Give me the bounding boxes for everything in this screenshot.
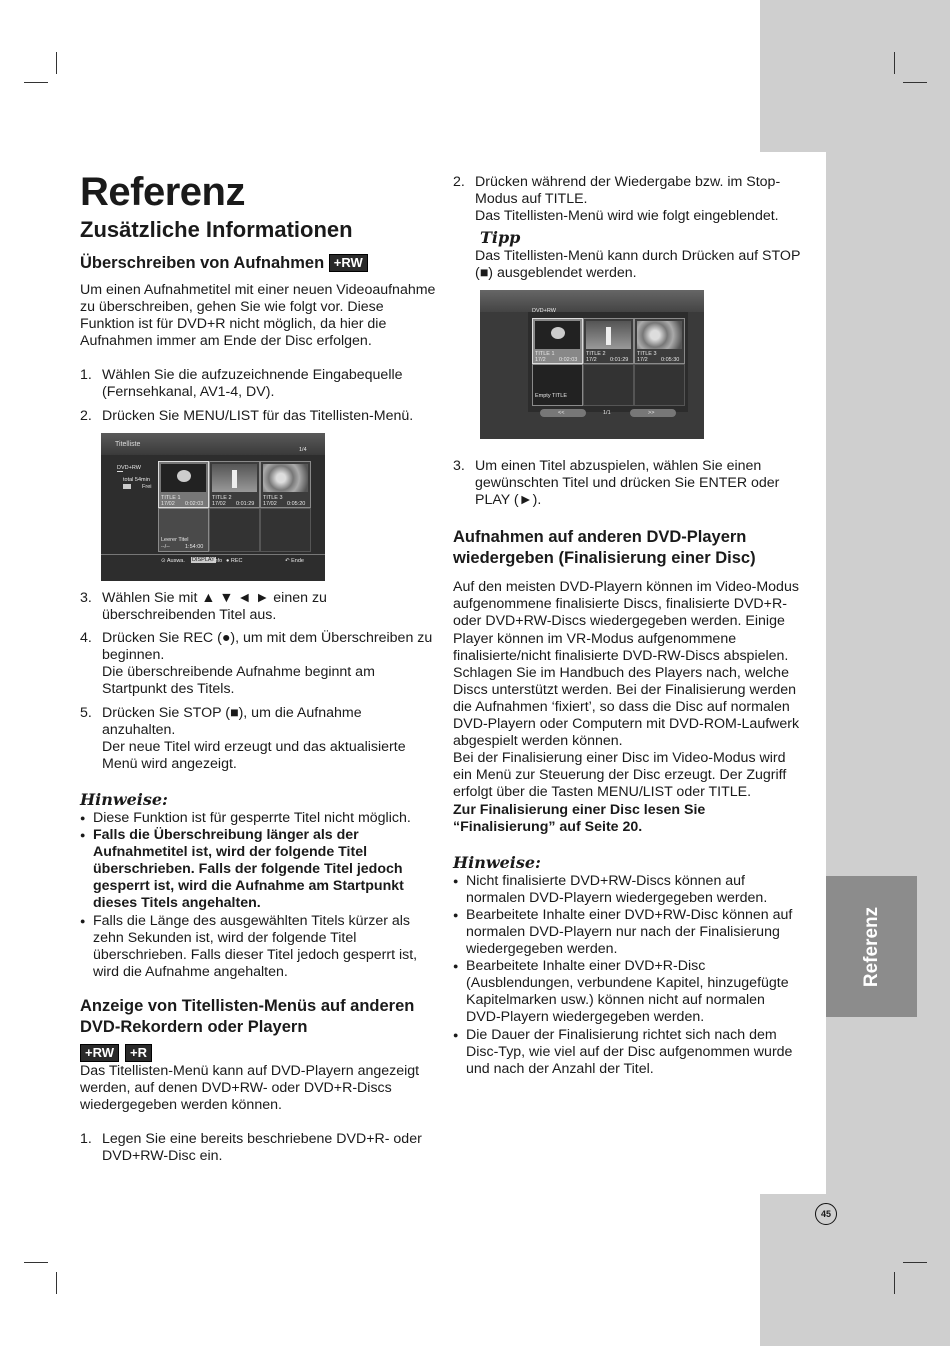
thumb-date: --/-- (161, 544, 170, 550)
thumb-slot (260, 508, 311, 552)
thumb-image (263, 464, 308, 492)
steps-list-b (80, 590, 436, 773)
step-number: 2. (453, 174, 465, 190)
finalize-body-2: Bei der Finalisierung einer Disc im Video-Modus wird ein Menü zur Steuerung der Disc erzeugt. Der Zugriff erfolgt über die Tasten MENU/LIST oder TITLE. (453, 750, 787, 801)
note-item: ● Nicht finalisierte DVD+RW-Discs können auf normalen DVD-Playern wiedergegeben werden. (453, 873, 803, 907)
screen-disc: DVD+RW (117, 465, 141, 471)
thumb-title-1 (532, 318, 583, 364)
step-text: Drücken Sie STOP (■), um die Aufnahme anzuhalten. (102, 704, 362, 738)
screen-page: 1/4 (299, 447, 307, 453)
right-column-lower (453, 458, 803, 1078)
step-number: 3. (453, 458, 465, 474)
notes-list (453, 873, 803, 1078)
thumb-title-3 (634, 318, 685, 364)
step-extra: Die überschreibende Aufnahme beginnt am Startpunkt des Titels. (102, 664, 375, 698)
step-item (80, 630, 436, 698)
steps-list-a (80, 367, 436, 424)
thumb-slot (583, 364, 634, 406)
step-number: 1. (80, 1131, 92, 1148)
step-extra: Der neue Titel wird erzeugt und das aktualisierte Menü wird angezeigt. (102, 738, 406, 772)
thumb-time: 0:02:03 (185, 501, 204, 507)
crop-mark (24, 82, 48, 83)
finalize-body-1: Auf den meisten DVD-Playern können im Video-Modus aufgenommene finalisierte Discs, finalisierte DVD+R- oder DVD+RW-Discs wiedergegeben werden. Einige Player können im VR-Modus aufgenommene finalisierte/nicht finalisierte DVD-RW-Discs abspielen. Schlagen Sie im Handbuch des Players nach, welche Discs unterstützt werden. Bei der Finalisierung werden die Aufnahmen ‘fixiert’, so dass die Disc auf normalen DVD-Playern oder Computern mit DVD-ROM-Laufwerk abgespielt werden können. (453, 579, 800, 750)
crop-mark (894, 52, 895, 74)
step-number: 4. (80, 630, 92, 647)
disc-icon (123, 484, 131, 489)
crop-mark (56, 52, 57, 74)
thumb-title: TITLE 2 (586, 351, 606, 357)
note-item-bold: ● Falls die Überschreibung länger als der Aufnahmetitel ist, wird der folgende Titel überschrieben. Falls der folgende Titel jedoch gesperrt ist, wird die Aufnahme am Startpunkt dieses Titels angehalten. (80, 827, 436, 912)
side-tab-label: Referenz (860, 906, 882, 987)
rw-badge: +RW (329, 254, 368, 272)
note-item: ● Bearbeitete Inhalte einer DVD+R-Disc (Ausblendungen, verbundene Kapitel, hinzugefügte Kapitelmarken usw.) können nicht auf normalen DVD-Playern wiedergegeben werden. (453, 958, 803, 1026)
thumb-time: 1:54:00 (185, 544, 204, 550)
thumb-title: TITLE 1 (535, 351, 555, 357)
step-number: 2. (80, 407, 92, 424)
title-list-intro: Das Titellisten-Menü kann auf DVD-Playern angezeigt werden, auf denen DVD+RW- oder DVD+R-Discs wiedergegeben werden können. (80, 1062, 420, 1114)
note-item: ● Diese Funktion ist für gesperrte Titel nicht möglich. (80, 810, 436, 827)
footer-display: DISPLAY (192, 557, 215, 563)
step-number: 5. (80, 704, 92, 721)
thumb-time: 0:01:29 (236, 501, 255, 507)
step-item (80, 705, 436, 773)
thumb-image (212, 464, 257, 492)
divider (117, 471, 123, 472)
crop-mark (56, 1272, 57, 1294)
crop-mark (903, 1262, 927, 1263)
thumb-time: 0:02:03 (559, 357, 578, 363)
thumb-date: 17/2 (637, 357, 648, 363)
badge-row (80, 1044, 436, 1063)
step-item (80, 408, 436, 425)
thumb-date: 17/02 (263, 501, 277, 507)
tipp-box (453, 228, 803, 282)
right-column (453, 174, 803, 282)
footer-select-text: Auswa. (166, 558, 185, 564)
section-heading-text: Überschreiben von Aufnahmen (80, 254, 325, 272)
thumb-date: 17/2 (535, 357, 546, 363)
thumb-date: 17/2 (586, 357, 597, 363)
notes-list (80, 810, 436, 981)
r-badge: +R (125, 1044, 152, 1062)
section-heading-finalize: Aufnahmen auf anderen DVD-Playern wiedergeben (Finalisierung einer Disc) (453, 528, 756, 568)
steps-list-e (453, 458, 803, 509)
step-text: Wählen Sie die aufzuzeichnende Eingabequelle (Fernsehkanal, AV1-4, DV). (102, 367, 403, 401)
thumb-title: TITLE 2 (212, 495, 232, 501)
steps-list-c (80, 1131, 436, 1165)
crop-mark (24, 1262, 48, 1263)
thumb-time: 0:05:20 (287, 501, 306, 507)
rw-badge: +RW (80, 1044, 119, 1062)
crop-mark (903, 82, 927, 83)
thumb-date: 17/02 (161, 501, 175, 507)
thumb-image (535, 321, 580, 349)
thumb-image (161, 464, 206, 492)
lighthouse-shape (232, 470, 237, 488)
thumb-time: 0:05:30 (661, 357, 680, 363)
thumb-title: Empty TITLE (535, 393, 567, 399)
prev-label: << (558, 410, 565, 416)
steps-list-d (453, 174, 803, 225)
thumb-time: 0:01:29 (610, 357, 629, 363)
step-item (453, 458, 803, 509)
title-list-screenshot (101, 433, 325, 581)
lighthouse-shape (606, 327, 611, 345)
screen-disc: DVD+RW (532, 308, 556, 314)
step-number: 3. (80, 590, 92, 606)
thumb-title-2 (209, 461, 260, 508)
overwrite-intro: Um einen Aufnahmetitel mit einer neuen Videoaufnahme zu überschreiben, gehen Sie wie folgt vor. Diese Funktion ist für DVD+R nicht möglich, da hier die Aufnahmen immer am Ende der Disc erfolgen. (80, 282, 436, 350)
thumb-image (586, 321, 631, 349)
notes-label: Hinweise: (80, 789, 168, 809)
thumb-date: 17/02 (212, 501, 226, 507)
thumb-title-3 (260, 461, 311, 508)
thumb-empty (532, 364, 583, 406)
step-text: Wählen Sie mit ▲ ▼ ◄ ► einen zu überschreibenden Titel aus. (102, 590, 327, 624)
side-tab (826, 876, 917, 1017)
left-column (80, 170, 436, 425)
thumb-slot (634, 364, 685, 406)
step-item (80, 1131, 436, 1165)
footer-rec-text: REC (230, 558, 243, 564)
step-item (80, 367, 436, 401)
thumb-empty (158, 508, 209, 552)
crop-mark (894, 1272, 895, 1294)
thumb-title: TITLE 1 (161, 495, 181, 501)
note-item: ● Die Dauer der Finalisierung richtet sich nach dem Disc-Typ, wie viel auf der Disc aufgenommen wurde und nach der Anzahl der Titel. (453, 1027, 803, 1078)
thumb-title-1 (158, 461, 209, 508)
footer-end-text: Ende (291, 558, 304, 564)
thumb-title-2 (583, 318, 634, 364)
thumb-title: TITLE 3 (637, 351, 657, 357)
step-text: Um einen Titel abzuspielen, wählen Sie einen gewünschten Titel und drücken Sie ENTER oder PLAY (►). (475, 458, 780, 509)
notes-label: Hinweise: (453, 852, 541, 872)
step-extra: Das Titellisten-Menü wird wie folgt eingeblendet. (475, 208, 779, 225)
screen-page: 1/1 (603, 410, 611, 416)
section-heading-title-list: Anzeige von Titellisten-Menüs auf anderen DVD-Rekordern oder Playern (80, 996, 415, 1036)
footer-end: ↶ Ende (285, 558, 304, 564)
page-subtitle: Zusätzliche Informationen (80, 217, 353, 242)
footer-rec: ● REC (226, 558, 243, 564)
screen-free: Frei (142, 484, 152, 490)
thumb-title: TITLE 3 (263, 495, 283, 501)
note-item: ● Falls die Länge des ausgewählten Titels kürzer als zehn Sekunden ist, wird der folgende Titel überschrieben. Falls dieser Titel jedoch gesperrt ist, wird die Aufnahme angehalten. (80, 913, 436, 981)
page-number: 45 (815, 1203, 837, 1225)
tipp-label: Tipp (480, 228, 521, 248)
screen-total: total 54min (123, 477, 150, 483)
moon-shape (177, 470, 191, 482)
moon-shape (551, 327, 565, 339)
tipp-text: Das Titellisten-Menü kann durch Drücken auf STOP (■) ausgeblendet werden. (475, 248, 801, 282)
next-label: >> (648, 410, 655, 416)
margin-band-right (826, 0, 950, 1346)
step-text: Drücken Sie REC (●), um mit dem Überschreiben zu beginnen. (102, 630, 433, 664)
footer-divider (101, 554, 325, 555)
finalize-body-3: Zur Finalisierung einer Disc lesen Sie “Finalisierung” auf Seite 20. (453, 801, 706, 835)
thumb-title: Leerer Titel (161, 537, 189, 543)
footer-info: Info (213, 558, 223, 564)
step-text: Drücken Sie MENU/LIST für das Titellisten-Menü. (102, 407, 414, 424)
step-item (80, 590, 436, 624)
thumb-slot (209, 508, 260, 552)
page-title: Referenz (80, 170, 245, 214)
step-number: 1. (80, 367, 92, 384)
note-item: ● Bearbeitete Inhalte einer DVD+RW-Disc können auf normalen DVD-Playern nur nach der Finalisierung wiedergegeben werden. (453, 907, 803, 958)
step-text: Drücken während der Wiedergabe bzw. im Stop-Modus auf TITLE. (475, 174, 781, 208)
screen-title: Titelliste (115, 441, 141, 448)
step-item (453, 174, 803, 225)
section-heading-overwrite (80, 253, 436, 274)
left-column-lower (80, 590, 436, 1165)
step-text: Legen Sie eine bereits beschriebene DVD+R- oder DVD+RW-Disc ein. (102, 1131, 422, 1165)
footer-select: ⊙ Auswa. (161, 558, 185, 564)
player-title-list-screenshot (480, 290, 704, 439)
margin-band-bottom (760, 1194, 950, 1346)
screen-header (480, 290, 704, 312)
thumb-image (637, 321, 682, 349)
